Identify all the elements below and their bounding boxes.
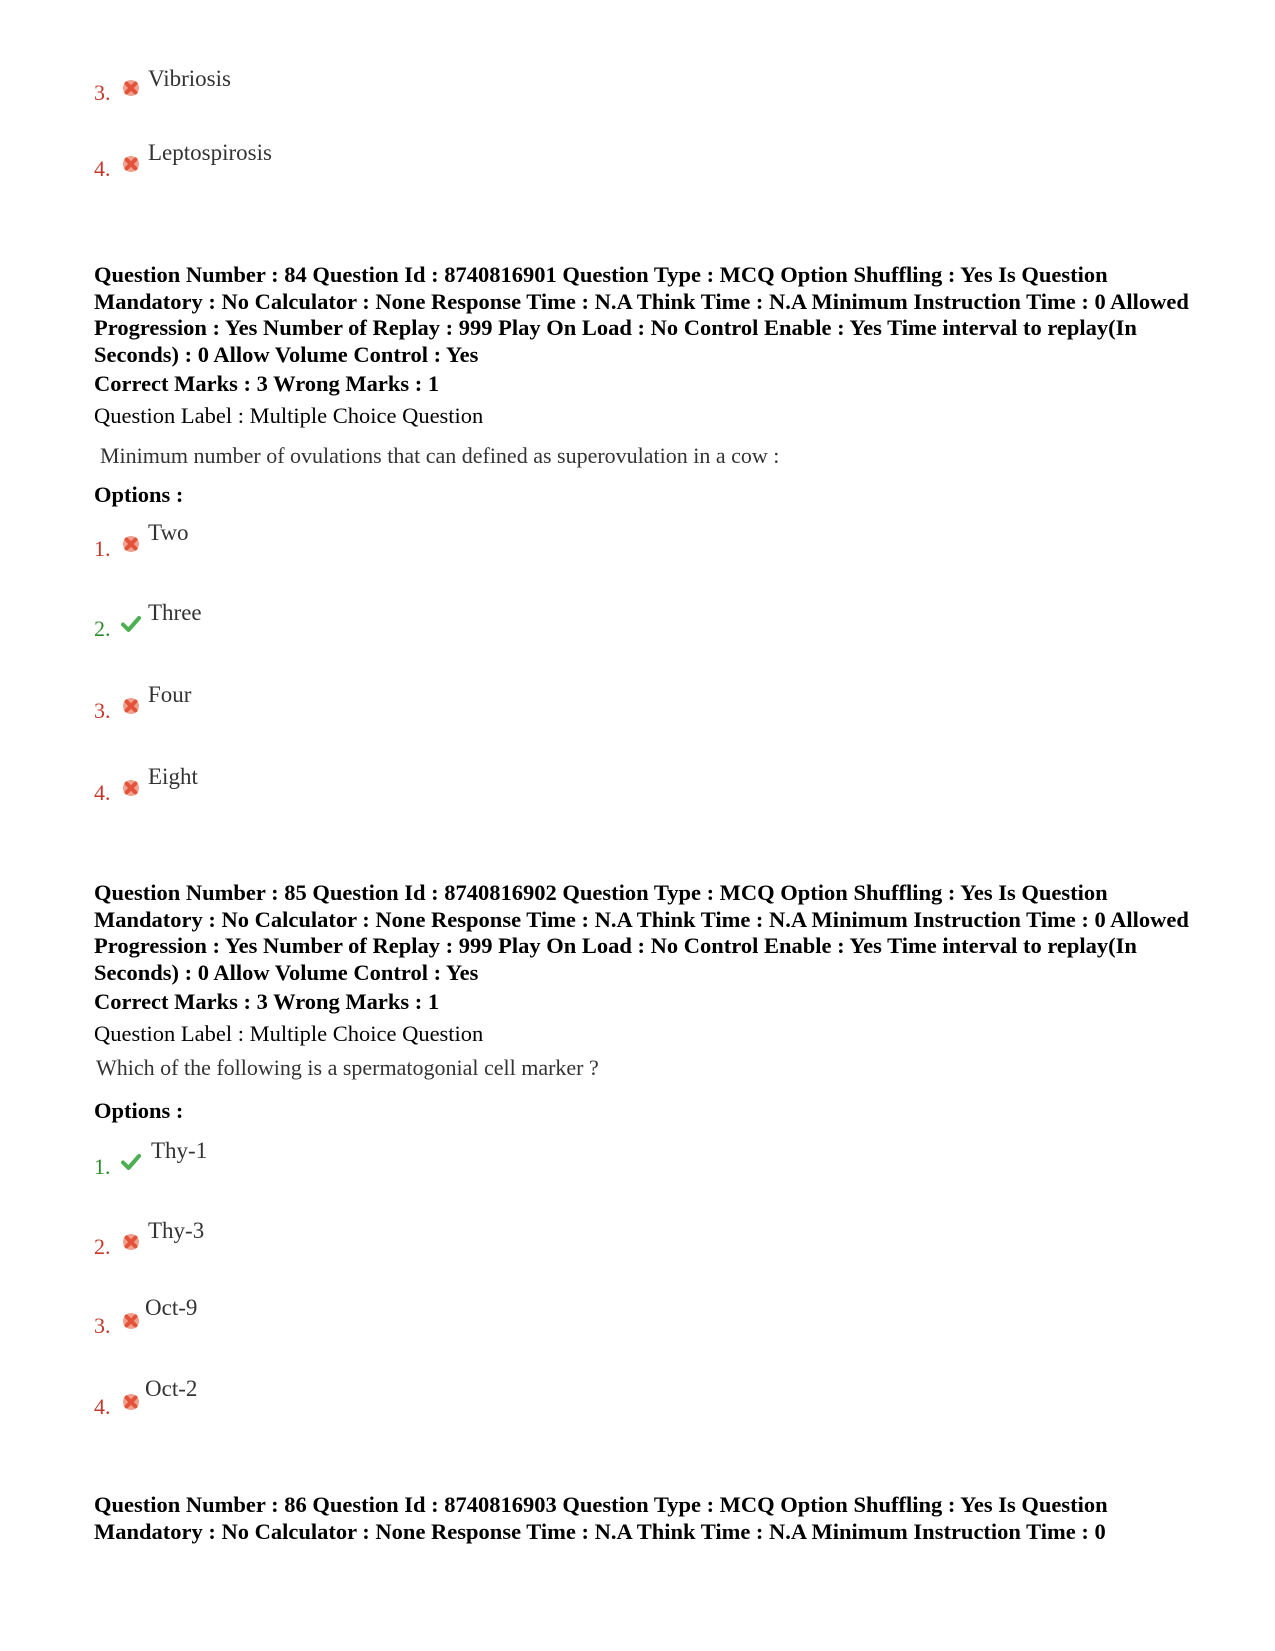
option-number: 3. bbox=[94, 80, 111, 105]
question-text: Minimum number of ovulations that can defined as superovulation in a cow : bbox=[100, 443, 780, 468]
option-item bbox=[94, 682, 894, 742]
cross-icon bbox=[121, 1232, 141, 1252]
option-number: 4. bbox=[94, 1394, 111, 1419]
option-text: Eight bbox=[148, 764, 198, 789]
question-text: Which of the following is a spermatogonial cell marker ? bbox=[96, 1055, 599, 1080]
option-text: Leptospirosis bbox=[148, 140, 272, 165]
options-heading: Options : bbox=[94, 1098, 184, 1123]
option-item bbox=[94, 1295, 894, 1355]
cross-icon bbox=[121, 534, 141, 554]
option-number: 1. bbox=[94, 536, 111, 561]
option-item bbox=[94, 1376, 894, 1436]
check-icon bbox=[121, 614, 141, 634]
option-text: Four bbox=[148, 682, 192, 707]
option-item bbox=[94, 66, 894, 126]
question-meta: Question Number : 86 Question Id : 8740816903 Question Type : MCQ Option Shuffling : Yes Is Question Mandatory : No Calculator : None Response Time : N.A Think Time : N.A Minimum Instruction Time : 0 bbox=[94, 1492, 1108, 1544]
option-text: Oct-2 bbox=[145, 1376, 198, 1401]
option-item bbox=[94, 1218, 894, 1278]
option-number: 1. bbox=[94, 1154, 111, 1179]
options-heading: Options : bbox=[94, 482, 184, 507]
question-meta: Question Number : 84 Question Id : 8740816901 Question Type : MCQ Option Shuffling : Yes Is Question Mandatory : No Calculator : None Response Time : N.A Think Time : N.A Minimum Instruction Time : 0 Allowed Progression : Yes Number of Replay : 999 Play On Load : No Control Enable : Yes Time interval to replay(In Seconds) : 0 Allow Volume Control : Yes bbox=[94, 262, 1189, 367]
option-text: Two bbox=[148, 520, 189, 545]
option-number: 3. bbox=[94, 698, 111, 723]
question-marks: Correct Marks : 3 Wrong Marks : 1 bbox=[94, 989, 440, 1014]
option-text: Vibriosis bbox=[148, 66, 231, 91]
cross-icon bbox=[121, 696, 141, 716]
cross-icon bbox=[121, 154, 141, 174]
option-text: Thy-1 bbox=[151, 1138, 208, 1163]
option-item bbox=[94, 764, 894, 824]
option-item bbox=[94, 1138, 894, 1198]
question-label: Question Label : Multiple Choice Question bbox=[94, 403, 484, 428]
option-text: Oct-9 bbox=[145, 1295, 198, 1320]
option-item bbox=[94, 600, 894, 660]
option-number: 4. bbox=[94, 780, 111, 805]
cross-icon bbox=[121, 1311, 141, 1331]
option-text: Thy-3 bbox=[148, 1218, 205, 1243]
option-number: 2. bbox=[94, 1234, 111, 1259]
question-label: Question Label : Multiple Choice Question bbox=[94, 1021, 484, 1046]
question-meta: Question Number : 85 Question Id : 8740816902 Question Type : MCQ Option Shuffling : Yes Is Question Mandatory : No Calculator : None Response Time : N.A Think Time : N.A Minimum Instruction Time : 0 Allowed Progression : Yes Number of Replay : 999 Play On Load : No Control Enable : Yes Time interval to replay(In Seconds) : 0 Allow Volume Control : Yes bbox=[94, 880, 1189, 985]
option-number: 2. bbox=[94, 616, 111, 641]
option-text: Three bbox=[148, 600, 202, 625]
cross-icon bbox=[121, 1392, 141, 1412]
option-item bbox=[94, 520, 894, 580]
check-icon bbox=[121, 1152, 141, 1172]
option-item bbox=[94, 140, 894, 200]
option-number: 3. bbox=[94, 1313, 111, 1338]
cross-icon bbox=[121, 78, 141, 98]
option-number: 4. bbox=[94, 156, 111, 181]
question-marks: Correct Marks : 3 Wrong Marks : 1 bbox=[94, 371, 440, 396]
cross-icon bbox=[121, 778, 141, 798]
